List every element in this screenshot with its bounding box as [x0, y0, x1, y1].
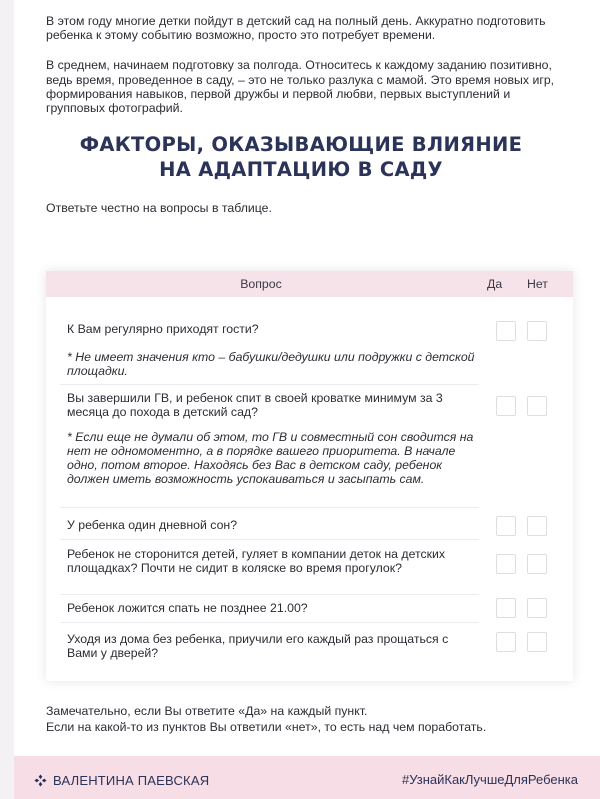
table-row: [46, 595, 573, 625]
header-yes: Да: [487, 277, 503, 291]
yes-checkbox[interactable]: [496, 516, 516, 536]
section-heading: [46, 132, 556, 182]
table-header: [46, 271, 573, 297]
no-checkbox[interactable]: [527, 396, 547, 416]
question-text: У ребенка один дневной сон?: [67, 518, 238, 532]
question-note: * Не имеет значения кто – бабушки/дедушки или подружки с детской площадки.: [67, 350, 475, 378]
closing-line-1: Замечательно, если Вы ответите «Да» на каждый пункт.: [46, 704, 368, 718]
questions-table: [46, 271, 573, 681]
question-text: Вы завершили ГВ, и ребенок спит в своей кроватке минимум за 3 месяца до похода в детский сад?: [67, 391, 443, 419]
left-margin-strip: [0, 0, 14, 799]
table-row: [46, 540, 573, 594]
heading-line-2: НА АДАПТАЦИЮ В САДУ: [159, 158, 443, 182]
closing-text: [46, 704, 566, 735]
question-text: Ребенок не сторонится детей, гуляет в компании деток на детских площадках? Почти не сидит в коляске во время прогулок?: [67, 547, 446, 575]
no-checkbox[interactable]: [527, 598, 547, 618]
intro: [46, 14, 556, 115]
footer: [14, 756, 600, 799]
intro-paragraph-1: В этом году многие детки пойдут в детский сад на полный день. Аккуратно подготовить ребенка к этому событию возможно, просто это потребует времени.: [46, 14, 546, 43]
no-checkbox[interactable]: [527, 554, 547, 574]
question-note: * Если еще не думали об этом, то ГВ и совместный сон сводится на нет не одномоментно, а в порядке вашего приоритета. В начале одно, потом второе. Находясь без Вас в детском саду, ребенок должен иметь возможность успокаиваться и засыпать сам.: [67, 430, 474, 486]
table-row: [46, 297, 573, 382]
no-checkbox[interactable]: [527, 632, 547, 652]
brand-logo-icon: [34, 774, 47, 787]
yes-checkbox[interactable]: [496, 554, 516, 574]
yes-checkbox[interactable]: [496, 598, 516, 618]
heading-line-1: ФАКТОРЫ, ОКАЗЫВАЮЩИЕ ВЛИЯНИЕ: [79, 133, 523, 157]
table-row: [46, 623, 573, 671]
header-question: Вопрос: [240, 277, 282, 291]
closing-line-2: Если на какой-то из пунктов Вы ответили «нет», то есть над чем поработать.: [46, 719, 487, 734]
yes-checkbox[interactable]: [496, 396, 516, 416]
brand: [34, 773, 209, 788]
yes-checkbox[interactable]: [496, 632, 516, 652]
intro-paragraph-2: В среднем, начинаем подготовку за полгода. Относитесь к каждому заданию позитивно, ведь время, проведенное в саду, – это не только разлука с мамой. Это время новых игр, формирования навыков, первой дружбы и первой любви, первых выступлений и групповых фотографий.: [46, 58, 555, 116]
instruction-text: Ответьте честно на вопросы в таблице.: [46, 201, 272, 216]
yes-checkbox[interactable]: [496, 321, 516, 341]
footer-hashtag: #УзнайКакЛучшеДляРебенка: [401, 772, 578, 787]
no-checkbox[interactable]: [527, 516, 547, 536]
table-row: [46, 508, 573, 544]
question-text: К Вам регулярно приходят гости?: [67, 322, 259, 336]
header-no: Нет: [527, 277, 548, 291]
brand-name: ВАЛЕНТИНА ПАЕВСКАЯ: [53, 773, 210, 788]
question-text: Ребенок ложится спать не позднее 21.00?: [67, 601, 308, 615]
no-checkbox[interactable]: [527, 321, 547, 341]
question-text: Уходя из дома без ребенка, приучили его каждый раз прощаться с Вами у дверей?: [67, 632, 449, 660]
page-content: [46, 14, 556, 215]
